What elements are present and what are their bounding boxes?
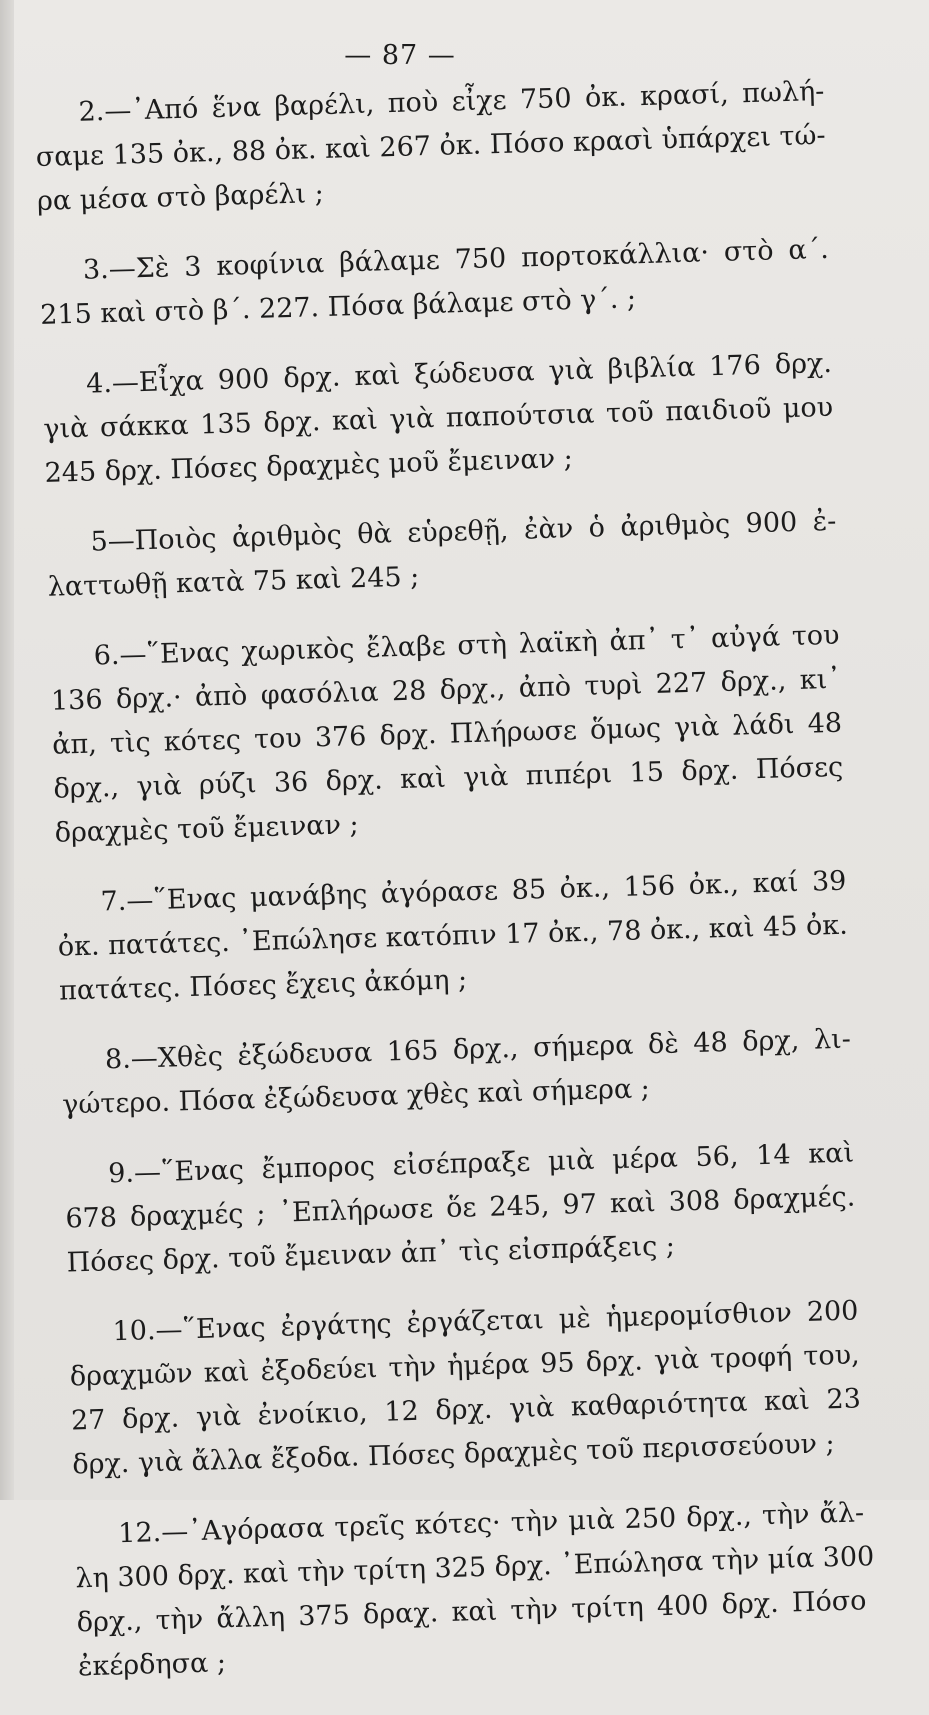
exercise-7 <box>56 860 849 1014</box>
page-number: — 87 — <box>344 40 456 71</box>
exercise-line: ρα μέσα στὸ βαρέλι ; <box>36 177 325 217</box>
exercise-5 <box>46 500 838 610</box>
exercise-6 <box>49 614 845 856</box>
exercise-line: 3.—Σὲ 3 κοφίνια βάλαμε 750 πορτοκάλλια· στὸ α΄. <box>82 233 830 286</box>
exercise-line: σαμε 135 ὀκ., 88 ὀκ. καὶ 267 ὀκ. Πόσο κρασὶ ὑπάρχει τώ- <box>35 119 826 173</box>
exercise-line: δρχ., τὴν ἄλλη 375 δραχ. καὶ τὴν τρίτη 400 δρχ. Πόσο <box>76 1585 867 1639</box>
exercise-2 <box>34 70 827 224</box>
exercise-line: 245 δρχ. Πόσες δραχμὲς μοῦ ἔμειναν ; <box>44 443 574 489</box>
exercise-4 <box>42 342 835 496</box>
exercise-line: δραχμῶν καὶ ἐξοδεύει τὴν ἡμέρα 95 δρχ. γιὰ τροφή του, <box>69 1339 861 1393</box>
exercise-line: γώτερο. Πόσα ἐξώδευσα χθὲς καὶ σήμερα ; <box>61 1073 651 1121</box>
page-edge-shadow <box>0 0 14 1500</box>
exercise-line: 678 δραχμές ; ᾿Επλήρωσε ὅε 245, 97 καὶ 308 δραχμές. <box>65 1181 856 1235</box>
exercise-line: 5—Ποιὸς ἀριθμὸς θὰ εὑρεθῇ, ἐὰν ὁ ἀριθμὸς 900 ἐ- <box>90 505 837 558</box>
exercise-12 <box>74 1491 875 1689</box>
exercise-line: δρχ. γιὰ ἄλλα ἔξοδα. Πόσες δραχμὲς τοῦ περισσεύουν ; <box>71 1428 836 1481</box>
exercise-10 <box>68 1289 863 1487</box>
exercise-line: λαττωθῇ κατὰ 75 καὶ 245 ; <box>47 561 420 603</box>
exercise-line: 7.—῞Ενας μανάβης ἀγόρασε 85 ὀκ., 156 ὀκ., καί 39 <box>100 865 847 918</box>
exercise-line: 4.—Εἶχα 900 δρχ. καὶ ξώδευσα γιὰ βιβλία 176 δρχ. <box>85 347 833 400</box>
exercise-line: 2.—᾿Από ἕνα βαρέλι, ποὺ εἶχε 750 ὀκ. κρασί, πωλή- <box>78 75 825 128</box>
exercise-line: ὀκ. πατάτες. ᾿Επώλησε κατόπιν 17 ὀκ., 78 ὀκ., καὶ 45 ὀκ. <box>57 909 849 963</box>
exercise-8 <box>60 1018 852 1128</box>
exercise-line: γιὰ σάκκα 135 δρχ. καὶ γιὰ παπούτσια τοῦ παιδιοῦ μου <box>42 391 834 445</box>
exercise-line: 9.—῞Ενας ἔμπορος εἰσέπραξε μιὰ μέρα 56, 14 καὶ <box>107 1137 855 1190</box>
exercise-line: 136 δρχ.· ἀπὸ φασόλια 28 δρχ., ἀπὸ τυρὶ 227 δρχ., κι᾿ <box>50 663 842 717</box>
exercise-list <box>34 70 875 1715</box>
exercise-line: 6.—῞Ενας χωρικὸς ἔλαβε στὴ λαϊκὴ ἀπ᾿ τ᾿ αὐγά του <box>93 619 840 672</box>
exercise-line: Πόσες δρχ. τοῦ ἔμειναν ἀπ᾿ τὶς εἰσπράξεις ; <box>66 1230 676 1279</box>
exercise-line: δραχμὲς τοῦ ἔμειναν ; <box>54 809 360 849</box>
exercise-line: λη 300 δρχ. καὶ τὴν τρίτη 325 δρχ. ᾿Επώλησα τὴν μία 300 <box>75 1541 875 1595</box>
exercise-line: πατάτες. Πόσες ἔχεις ἀκόμη ; <box>58 964 468 1007</box>
exercise-line: ἐκέρδησα ; <box>77 1647 227 1683</box>
exercise-line: 10.—῞Ενας ἐργάτης ἐργάζεται μὲ ἡμερομίσθιον 200 <box>112 1295 859 1348</box>
exercise-line: 8.—Χθὲς ἐξώδευσα 165 δρχ., σήμερα δὲ 48 δρχ, λι- <box>104 1023 852 1076</box>
exercise-9 <box>64 1132 857 1286</box>
exercise-line: 27 δρχ. γιὰ ἐνοίκιο, 12 δρχ. γιὰ καθαριότητα καὶ 23 <box>70 1383 862 1437</box>
exercise-line: ἀπ, τὶς κότες του 376 δρχ. Πλήρωσε ὅμως γιὰ λάδι 48 <box>51 707 843 761</box>
exercise-line: δρχ., γιὰ ρύζι 36 δρχ. καὶ γιὰ πιπέρι 15 δρχ. Πόσες <box>53 751 844 805</box>
exercise-3 <box>38 228 830 338</box>
exercise-line: 215 καὶ στὸ β΄. 227. Πόσα βάλαμε στὸ γ΄. ; <box>39 283 637 331</box>
exercise-line: 12.—᾿Αγόρασα τρεῖς κότες· τὴν μιὰ 250 δρχ., τὴν ἄλ- <box>117 1497 865 1550</box>
